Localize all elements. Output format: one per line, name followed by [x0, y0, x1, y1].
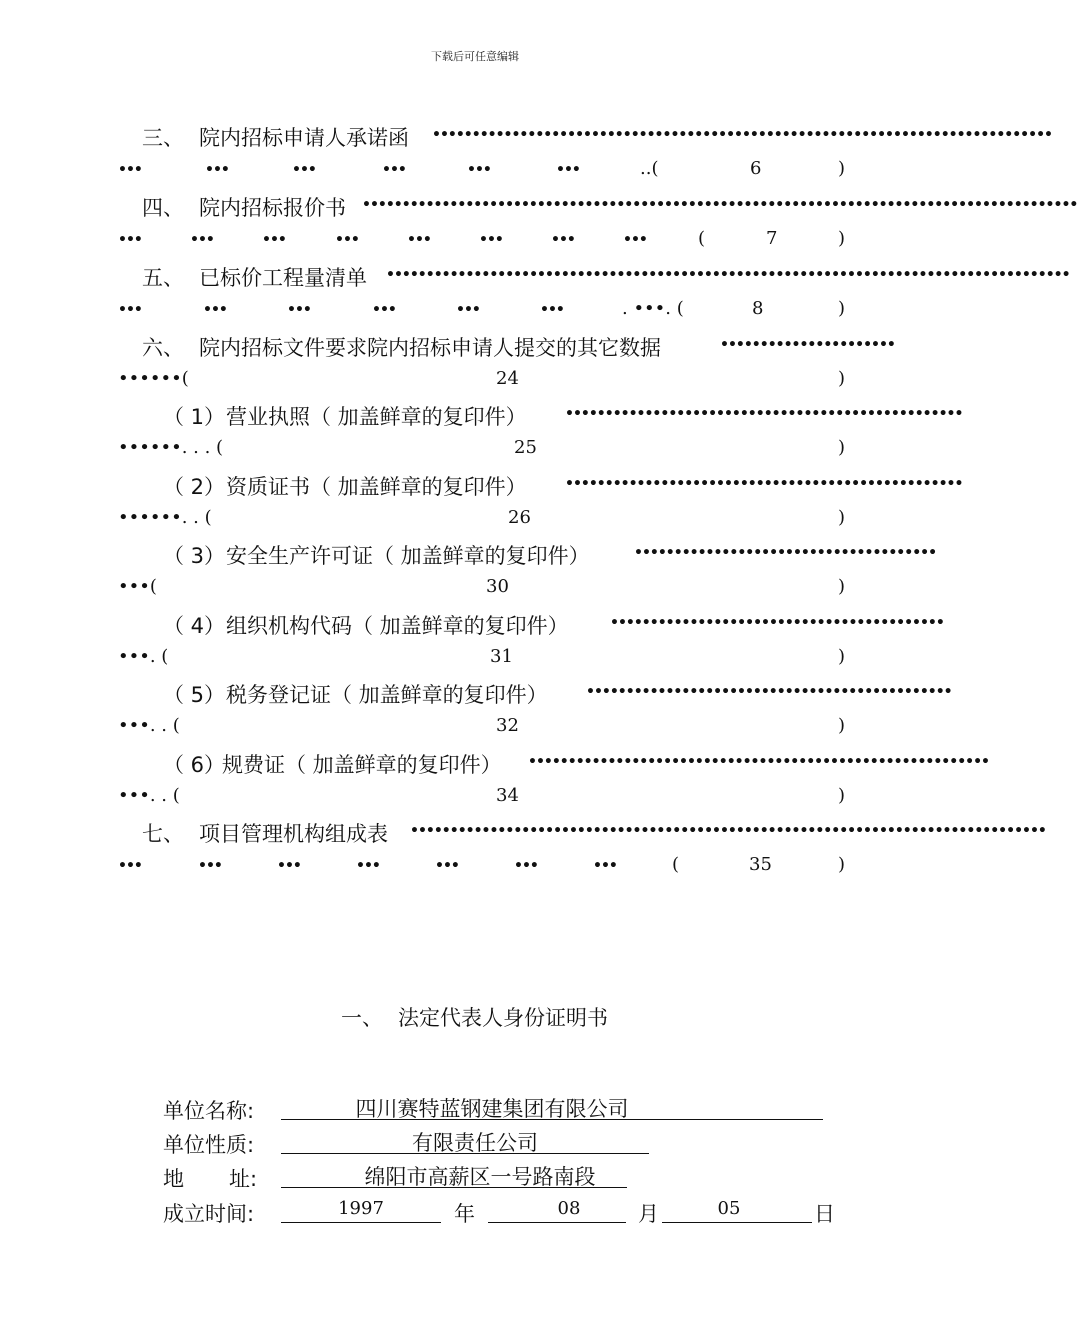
address-value: 绵阳市高薪区一号路南段: [364, 1165, 596, 1189]
toc-leader: ••••••••••••••••••••••••••••••••••••••••••••••••••••••••••••••••••••••••••••••••: [410, 823, 1046, 839]
toc-leader: •••: [118, 858, 142, 874]
month-unit: 月: [638, 1202, 659, 1226]
unit-type-label: 单位性质:: [163, 1133, 255, 1157]
toc-open-paren: •••. (: [118, 646, 169, 667]
toc-page: 30: [486, 576, 509, 597]
toc-open-paren: •••. . (: [118, 715, 180, 736]
toc-close-paren: ): [838, 298, 846, 319]
day-unit: 日: [814, 1202, 835, 1226]
toc-leader: •••: [292, 162, 316, 178]
toc-leader: •••: [435, 858, 459, 874]
unit-type-field: [281, 1127, 649, 1154]
toc-leader: •••: [205, 162, 229, 178]
toc-close-paren: ): [838, 228, 846, 249]
year-unit: 年: [454, 1202, 475, 1226]
toc-number: （ 5）: [163, 683, 226, 707]
toc-leader: •••: [118, 162, 142, 178]
toc-close-paren: ): [838, 576, 846, 597]
toc-leader: •••: [382, 162, 406, 178]
toc-page: 25: [514, 437, 537, 458]
toc-leader: •••: [203, 302, 227, 318]
toc-open-paren: ••••••. . . (: [118, 437, 224, 458]
toc-close-paren: ): [838, 158, 846, 179]
toc-close-paren: ): [838, 646, 846, 667]
toc-leader: ••••••••••••••••••••••••••••••••••••••••••••••••••••••••••••••••••••••••••••••••••••••: [386, 267, 1070, 283]
toc-leader: ••••••••••••••••••••••••••••••••••••••••••••••••••: [565, 406, 963, 422]
toc-number: （ 6）: [163, 753, 226, 777]
toc-leader: ••••••••••••••••••••••••••••••••••••••••••••••••••••••••••••••••••••••••••••••: [432, 127, 1052, 143]
toc-leader: •••: [593, 858, 617, 874]
toc-leader: •••: [356, 858, 380, 874]
toc-leader: •••: [277, 858, 301, 874]
toc-page: 35: [749, 854, 772, 875]
toc-leader: •••: [335, 232, 359, 248]
toc-close-paren: ): [838, 507, 846, 528]
toc-leader: •••: [190, 232, 214, 248]
toc-page: 26: [508, 507, 531, 528]
toc-leader: •••: [287, 302, 311, 318]
address-field: [281, 1161, 627, 1188]
unit-name-value: 四川赛特蓝钢建集团有限公司: [355, 1097, 629, 1121]
toc-page: 24: [496, 368, 519, 389]
address-label-suffix: 址:: [229, 1167, 258, 1191]
toc-leader: •••: [479, 232, 503, 248]
toc-leader: •••: [623, 232, 647, 248]
year-value: 1997: [338, 1198, 384, 1219]
toc-leader: •••: [456, 302, 480, 318]
year-field: [281, 1196, 441, 1223]
toc-leader: •••: [556, 162, 580, 178]
toc-leader: ••••••••••••••••••••••: [720, 337, 895, 353]
toc-page: 34: [496, 785, 519, 806]
toc-number: （ 2）: [163, 475, 226, 499]
toc-leader: •••: [198, 858, 222, 874]
toc-leader: •••: [118, 302, 142, 318]
toc-number: 七、: [142, 822, 184, 846]
toc-page: 6: [750, 158, 762, 179]
toc-leader: •••: [514, 858, 538, 874]
toc-open-paren: •••. . (: [118, 785, 180, 806]
toc-leader: ••••••••••••••••••••••••••••••••••••••: [634, 545, 937, 561]
toc-leader: •••: [540, 302, 564, 318]
toc-leader: •••: [407, 232, 431, 248]
toc-label: 营业执照（ 加盖鲜章的复印件）: [226, 405, 527, 429]
toc-label: 院内招标申请人承诺函: [199, 126, 409, 150]
toc-leader: •••: [372, 302, 396, 318]
toc-close-paren: ): [838, 854, 846, 875]
unit-name-field: [281, 1093, 823, 1120]
toc-number: 五、: [142, 266, 184, 290]
toc-open-paren: ••••••(: [118, 368, 189, 389]
toc-open-paren: (: [672, 854, 680, 875]
unit-type-value: 有限责任公司: [412, 1131, 538, 1155]
founded-label: 成立时间:: [163, 1202, 255, 1226]
toc-page: 32: [496, 715, 519, 736]
toc-leader: •••: [118, 232, 142, 248]
toc-close-paren: ): [838, 785, 846, 806]
toc-page: 8: [752, 298, 764, 319]
month-value: 08: [557, 1198, 581, 1219]
unit-name-label: 单位名称:: [163, 1099, 255, 1123]
toc-open-paren: •••(: [118, 576, 157, 597]
day-field: [662, 1196, 812, 1223]
toc-number: 四、: [142, 196, 184, 220]
toc-open-paren: . •••. (: [622, 298, 684, 319]
section-number: 一、: [341, 1006, 383, 1030]
toc-leader: ••••••••••••••••••••••••••••••••••••••••••••••••••••••••••: [528, 754, 989, 770]
toc-label: 资质证书（ 加盖鲜章的复印件）: [226, 475, 527, 499]
toc-open-paren: (: [698, 228, 706, 249]
toc-label: 院内招标报价书: [199, 196, 346, 220]
toc-open-paren: ••••••. . (: [118, 507, 212, 528]
toc-close-paren: ): [838, 715, 846, 736]
toc-leader: •••: [467, 162, 491, 178]
toc-leader: •••: [262, 232, 286, 248]
toc-label: 组织机构代码（ 加盖鲜章的复印件）: [226, 614, 569, 638]
month-field: [488, 1196, 626, 1223]
toc-open-paren: ..(: [640, 158, 659, 179]
toc-label: 项目管理机构组成表: [199, 822, 388, 846]
toc-leader: ••••••••••••••••••••••••••••••••••••••••••••••••••••••••••••••••••••••••••••••••••••••••••: [362, 197, 1077, 213]
toc-leader: •••: [551, 232, 575, 248]
toc-number: （ 3）: [163, 544, 226, 568]
toc-leader: ••••••••••••••••••••••••••••••••••••••••••••••: [586, 684, 952, 700]
toc-label: 已标价工程量清单: [199, 266, 367, 290]
toc-label: 院内招标文件要求院内招标申请人提交的其它数据: [199, 336, 661, 360]
toc-label: 安全生产许可证（ 加盖鲜章的复印件）: [226, 544, 590, 568]
toc-close-paren: ): [838, 437, 846, 458]
toc-number: 六、: [142, 336, 184, 360]
toc-label: 规费证（ 加盖鲜章的复印件）: [222, 753, 502, 777]
toc-number: （ 1）: [163, 405, 226, 429]
toc-leader: ••••••••••••••••••••••••••••••••••••••••••••••••••: [565, 476, 963, 492]
toc-leader: ••••••••••••••••••••••••••••••••••••••••••: [610, 615, 944, 631]
toc-label: 税务登记证（ 加盖鲜章的复印件）: [226, 683, 548, 707]
page-header: 下载后可任意编辑: [431, 50, 519, 63]
day-value: 05: [717, 1198, 741, 1219]
toc-page: 7: [766, 228, 778, 249]
toc-close-paren: ): [838, 368, 846, 389]
address-label: 地: [163, 1167, 184, 1191]
toc-number: 三、: [142, 126, 184, 150]
toc-page: 31: [490, 646, 513, 667]
toc-number: （ 4）: [163, 614, 226, 638]
section-title: 法定代表人身份证明书: [398, 1006, 608, 1030]
